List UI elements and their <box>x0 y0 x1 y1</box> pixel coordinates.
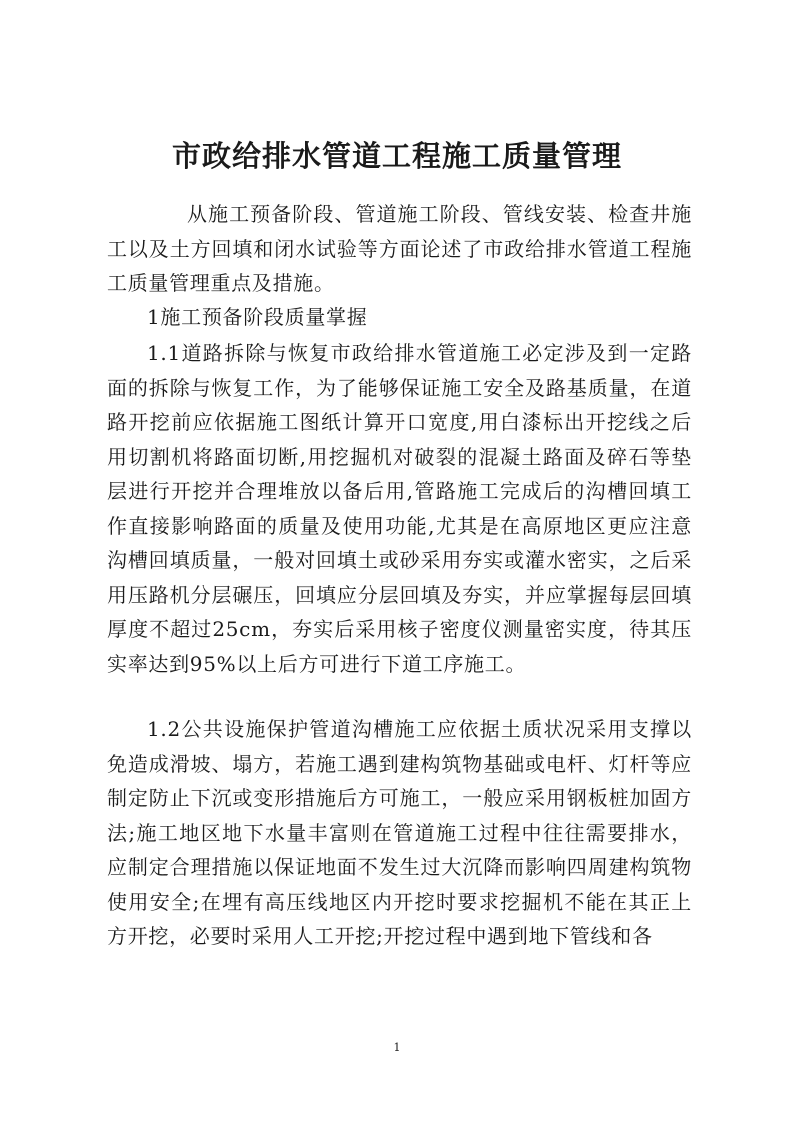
section-heading: 1施工预备阶段质量掌握 <box>147 305 368 329</box>
body-paragraph: 1.2公共设施保护管道沟槽施工应依据土质状况采用支撑以免造成滑坡、塌方，若施工遇到建构筑物基础或电杆、灯杆等应制定防止下沉或变形措施后方可施工，一般应采用钢板桩加固方法;施工地区地下水量丰富则在管道施工过程中往往需要排水，应制定合理措施以保证地面不发生过大沉降而影响四周建构筑物使用安全;在埋有高压线地区内开挖时要求挖掘机不能在其正上方开挖，必要时采用人工开挖;开挖过程中遇到地下管线和各 <box>107 717 692 948</box>
abstract-paragraph: 从施工预备阶段、管道施工阶段、管线安装、检查井施工以及土方回填和闭水试验等方面论述了市政给排水管道工程施工质量管理重点及措施。 <box>107 202 692 295</box>
page-number: 1 <box>393 1041 401 1054</box>
document-title: 市政给排水管道工程施工质量管理 <box>171 139 622 173</box>
body-paragraph: 1.1道路拆除与恢复市政给排水管道施工必定涉及到一定路面的拆除与恢复工作，为了能够保证施工安全及路基质量，在道路开挖前应依据施工图纸计算开口宽度,用白漆标出开挖线之后用切割机将路面切断,用挖掘机对破裂的混凝土路面及碎石等垫层进行开挖并合理堆放以备后用,管路施工完成后的沟槽回填工作直接影响路面的质量及使用功能,尤其是在高原地区更应注意沟槽回填质量，一般对回填土或砂采用夯实或灌水密实，之后采用压路机分层碾压，回填应分层回填及夯实，并应掌握每层回填厚度不超过25cm，夯实后采用核子密度仪测量密实度，待其压实率达到95%以上后方可进行下道工序施工。 <box>107 341 692 676</box>
